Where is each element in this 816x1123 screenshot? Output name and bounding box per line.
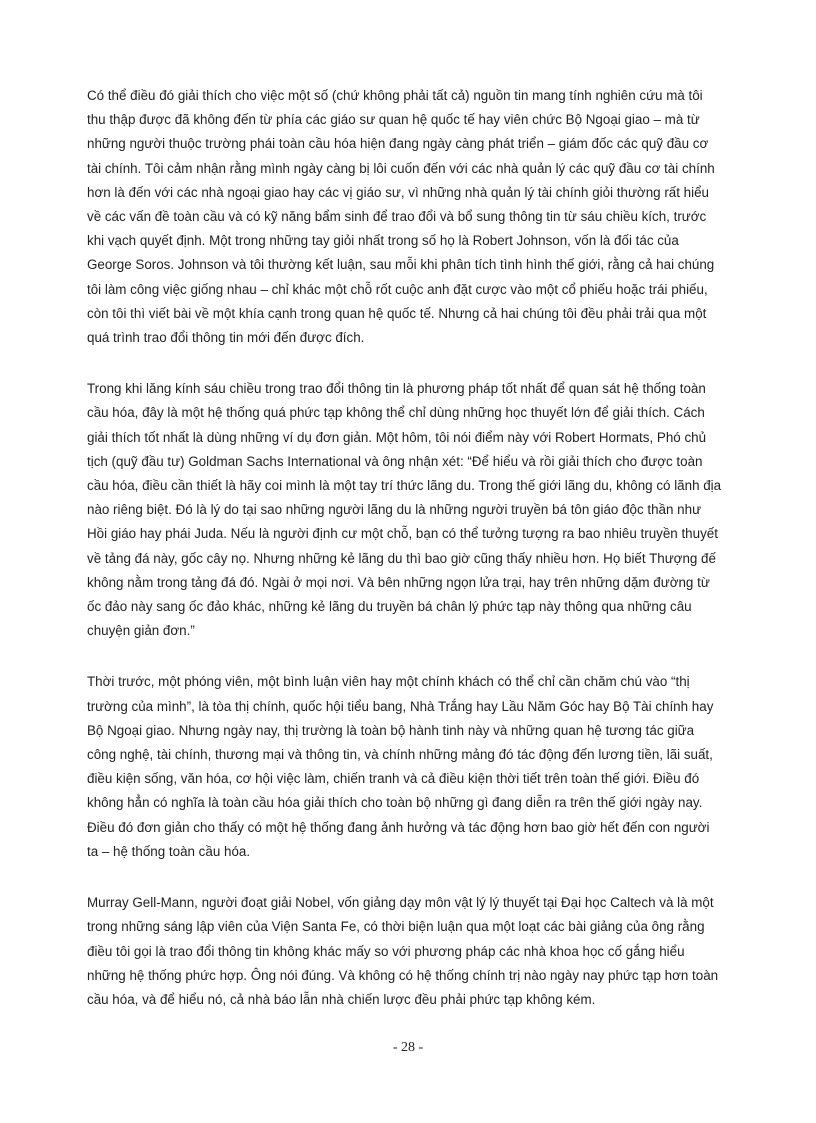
paragraph-3: Thời trước, một phóng viên, một bình luận viên hay một chính khách có thể chỉ cần chăm chú vào “thị trường của mình”, là tòa thị chính, quốc hội tiểu bang, Nhà Trắng hay Lầu Năm Góc hay Bộ Tài chính hay Bộ Ngoại giao. Nhưng ngày nay, thị trường là toàn bộ hành tinh này và những quan hệ tương tác giữa công nghệ, tài chính, thương mại và thông tin, và chính những mảng đó tác động đến lương tiền, lãi suất, điều kiện sống, văn hóa, cơ hội việc làm, chiến tranh và cả điều kiện thời tiết trên toàn thế giới. Điều đó không hẳn có nghĩa là toàn cầu hóa giải thích cho toàn bộ những gì đang diễn ra trên thế giới ngày nay. Điều đó đơn giản cho thấy có một hệ thống đang ảnh hưởng và tác động hơn bao giờ hết đến con người ta – hệ thống toàn cầu hóa. <box>87 674 714 859</box>
page-number: - 28 - <box>392 1040 424 1055</box>
paragraph-2: Trong khi lăng kính sáu chiều trong trao đổi thông tin là phương pháp tốt nhất để quan sát hệ thống toàn cầu hóa, đây là một hệ thống quá phức tạp không thể chỉ dùng những học thuyết lớn để giải thích. Cách giải thích tốt nhất là dùng những ví dụ đơn giản. Một hôm, tôi nói điểm này với Robert Hormats, Phó chủ tịch (quỹ đầu tư) Goldman Sachs International và ông nhận xét: “Để hiểu và rồi giải thích cho được toàn cầu hóa, điều cần thiết là hãy coi mình là một tay trí thức lãng du. Trong thế giới lãng du, không có lãnh địa nào riêng biệt. Đó là lý do tại sao những người lãng du là những người truyền bá tôn giáo độc thần như Hồi giáo hay phái Juda. Nếu là người định cư một chỗ, bạn có thể tưởng tượng ra bao nhiêu truyền thuyết về tảng đá này, gốc cây nọ. Nhưng những kẻ lãng du thì bao giờ cũng thấy nhiều hơn. Họ biết Thượng đế không nằm trong tảng đá đó. Ngài ở mọi nơi. Và bên những ngọn lửa trại, hay trên những dặm đường từ ốc đảo này sang ốc đảo khác, những kẻ lãng du truyền bá chân lý phức tạp này thông qua những câu chuyện giản đơn.” <box>87 381 722 639</box>
paragraph-1: Có thể điều đó giải thích cho việc một số (chứ không phải tất cả) nguồn tin mang tính nghiên cứu mà tôi thu thập được đã không đến từ phía các giáo sư quan hệ quốc tế hay viên chức Bộ Ngoại giao – mà từ những người thuộc trường phái toàn cầu hóa hiện đang ngày càng phát triển – giám đốc các quỹ đầu cơ tài chính. Tôi cảm nhận rằng mình ngày càng bị lôi cuốn đến với các nhà quản lý các quỹ đầu cơ tài chính hơn là đến với các nhà ngoại giao hay các vị giáo sư, vì những nhà quản lý tài chính giỏi thường rất hiểu về các vấn đề toàn cầu và có kỹ năng bẩm sinh để trao đổi và bổ sung thông tin từ sáu chiều kích, trước khi vạch quyết định. Một trong những tay giỏi nhất trong số họ là Robert Johnson, vốn là đối tác của George Soros. Johnson và tôi thường kết luận, sau mỗi khi phân tích tình hình thế giới, rằng cả hai chúng tôi làm công việc giống nhau – chỉ khác một chỗ rốt cuộc anh đặt cược vào một cổ phiếu hoặc trái phiếu, còn tôi thì viết bài về một khía cạnh trong quan hệ quốc tế. Nhưng cả hai chúng tôi đều phải trải qua một quá trình trao đổi thông tin mới đến được đích. <box>87 88 715 346</box>
body-text <box>87 84 731 1039</box>
paragraph-4: Murray Gell-Mann, người đoạt giải Nobel, vốn giảng dạy môn vật lý lý thuyết tại Đại học Caltech và là một trong những sáng lập viên của Viện Santa Fe, có thời biện luận qua một loạt các bài giảng của ông rằng điều tôi gọi là trao đổi thông tin không khác mấy so với phương pháp các nhà khoa học cố gắng hiểu những hệ thống phức hợp. Ông nói đúng. Và không có hệ thống chính trị nào ngày nay phức tạp hơn toàn cầu hóa, và để hiểu nó, cả nhà báo lẫn nhà chiến lược đều phải phức tạp không kém. <box>87 895 719 1007</box>
